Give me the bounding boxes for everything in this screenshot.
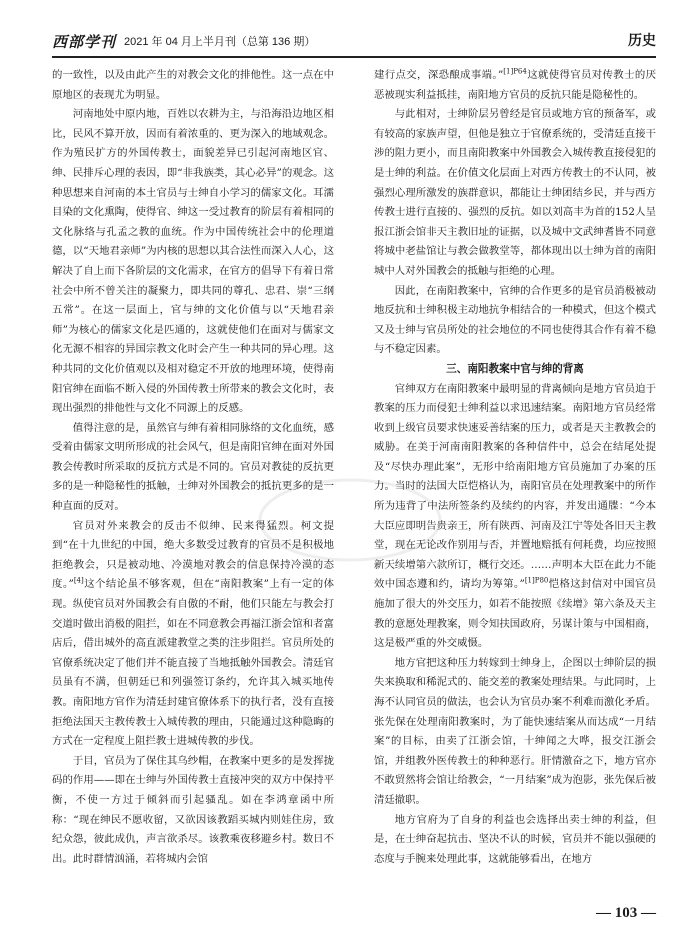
section-heading: 三、南阳教案中官与绅的背离	[446, 362, 584, 375]
paragraph-text: 建行点交，深恐酿成事端。”	[374, 69, 504, 81]
citation-ref: [4]	[73, 576, 84, 585]
paragraph	[374, 66, 656, 105]
paragraph: 与此相对，士绅阶层另曾经是官员或地方官的预备军，或有较高的家族声望，但他是独立于官僚系统的，受清廷直接干涉的阻力更小，而且南阳教案中外国教会入城传教直接侵犯的是士绅的利益。在价值文化层面上对西方传教士的不认同，被强烈心理所激发的族群意识，都能让士绅团结乡民，并与西方传教士进行直接的、强烈的反抗。如以刘高丰为首的152人呈报江浙会馆非天主教旧址的证据，以及城中文武绅耆皆不同意将城中老盐馆让与教会做教堂等，都体现出以士绅为首的南阳城中人对外国教会的抵触与拒绝的心理。	[374, 108, 656, 277]
paragraph-text: 恺格这封信对中国官员施加了很大的外交压力，如若不能按照《续增》第六条及天主教的意愿处理教案，则令知扶国政府，另谋计策与中国相商，这是极严重的外交威慑。	[374, 578, 656, 650]
right-column	[374, 66, 656, 869]
watermark-stamp	[250, 470, 450, 570]
page-number: — 103 —	[596, 905, 656, 921]
section-label: 历史	[628, 33, 656, 49]
journal-title: 西部学刊	[52, 33, 117, 51]
paragraph: 地方官把这种压力转嫁到士绅身上，企图以士绅阶层的损失来换取和稀泥式的、能交差的教案处理结果。与此同时，上海不认同官员的做法，也会认为官员办案不利难而激化矛盾。张先保在处理南阳教案时，为了能快速结案从而达成“一月结案”的目标，由卖了江浙会馆，十绅闻之大哗，报交江浙会馆，并组教外医传教士的种种恶行。肝情激奋之下，地方官亦不敢贸然将会馆让给教会，“一月结案”成为泡影，张先保后被清廷撤职。	[374, 656, 656, 806]
citation-ref: [1]P64	[503, 67, 527, 76]
paragraph: 因此，在南阳教案中，官绅的合作更多的是官员消极被动地反抗和士绅积极主动地抗争相结合的一种模式，但这个模式又及士绅与官员所处的社会地位的不同也使得其合作有着不稳与不稳定因素。	[374, 284, 656, 356]
citation-ref: [1]P80	[524, 576, 549, 585]
paragraph: 河南地处中原内地，百姓以农耕为主，与沿海沿边地区相比，民风不算开放，因而有着浓重的、更为深入的地域观念。作为殖民扩方的外国传教士，面貌差异已引起河南地区官、绅、民排斥心理的表因，即“非我族类，其心必异”的观念。这种思想来自河南的本土官员与士绅自小学习的儒家文化。耳濡目染的文化熏陶，使得官、绅这一受过教育的阶层有着相同的文化脉络与孔孟之教的血统。作为中国传统社会中的伦理道德，以“天地君亲师”为内核的思想以其合法性而深入人心，这解决了自上而下各阶层的文化需求，在官方的倡导下有着日常社会中所不曾关注的凝聚力，即共同的尊孔、忠君、崇“三纲五常”。在这一层面上，官与绅的文化价值与以“天地君亲师”为核心的儒家文化是匹通的，这就使他们在面对与儒家文化无源不相容的异国宗教文化时会产生一种共同的异心理。这种共同的文化价值观以及相对稳定不开放的地理环境，使得南阳官绅在面临不断入侵的外国传教士所带来的教会文化时，表现出强烈的排他性与文化不同源上的反感。	[52, 108, 334, 415]
paragraph: 于目，官员为了保住其乌纱帽，在教案中更多的是发挥拢码的作用——即在士绅与外国传教士直接冲突的双方中保持平衡，不使一方过于倾斜而引起骚乱。如在李鸿章函中所称：“现在绅民不愿收留，又欲因该教蹈买城内则娃住房，致纪众怨，彼此成仇，声言欲杀尽。该教乘夜移避乡村。数日不出。此时群情汹涌，若将城内会馆	[52, 754, 334, 865]
paragraph-text: 官绅双方在南阳教案中最明显的背离倾向是地方官员迫于教案的压力而侵犯士绅利益以求迅速结案。南阳地方官员经常收到上级官员要求快速妥善结案的压力，或者是天主教教会的威胁。在美于河南南阳教案的各种信件中，总会在结尾处提及“尽快办理此案”，无形中给南阳地方官员施加了办案的压力。当时的法国大臣恺格认为，南阳官员在处理教案中的所作所为违背了中法所签条约及续约的内容，并发出通牒：“今本大臣应即明告贵亲王，所有陕西、河南及江宁等处各旧天主教堂，现在无论改作别用与否，并置地赔抵有何耗费，均应按照新天续增第六款所订，概行交还。……声明本大臣在此力不能效中国态遵和约，请均为筹第。”	[374, 382, 656, 591]
page-header	[52, 26, 656, 58]
left-column	[52, 66, 334, 869]
issue-info: 2021 年 04 月上半月刊（总第 136 期）	[124, 36, 316, 48]
paragraph: 地方官府为了自身的利益也会选择出卖士绅的利益，但是，在士绅奋起抗击、坚决不认的时候，官员并不能以强硬的态度与手腕来处理此事，这就能够看出，在地方	[374, 813, 656, 865]
paragraph-text: 官员对外来教会的反击不似绅、民来得猛烈。柯文提到“在十九世纪的中国，绝大多数受过教育的官员不是积极地拒绝教会，只是被动地、冷漠地对教会的信息保持冷漠的态度。”	[52, 519, 334, 591]
paragraph-text: 这就使得官员对传教士的厌恶被现实利益抵挂，南阳地方官员的反抗只能是隐秘性的。	[374, 69, 656, 101]
paragraph: 值得注意的是，虽然官与绅有着相同脉络的文化血统，感受着由儒家文明所形成的社会风气，但是南阳官绅在面对外国教会传教时所采取的反抗方式是不同的。官员对教徒的反抗更多的是一种隐秘性的抵触，士绅对外国教会的抵抗更多的是一种直面的反对。	[52, 421, 334, 513]
paragraph-text: 这个结论虽不够客观，但在“南阳教案”上有一定的体现。纵使官员对外国教会有自傲的不耐，他们只能左与教会打交道时做出消极的阻拦，如在不同意教会再福江浙会馆和者富店后，借出城外的高直派建教堂之类的注步阻拦。官员所处的官僚系统决定了他们并不能直接了当地抵触外国教会。清廷官员虽有不满，但朝廷已和列强签订条约，允许其入城买地传教。南阳地方官作为清廷封建官僚体系下的执行者，没有直接拒绝法国天主教传教士入城传教的理由，只能通过这种隐晦的方式在一定程度上阻拦教士进城传教的步伐。	[52, 578, 334, 748]
paragraph: 的一致性，以及由此产生的对教会文化的排他性。这一点在中原地区的表现尤为明显。	[52, 69, 334, 101]
